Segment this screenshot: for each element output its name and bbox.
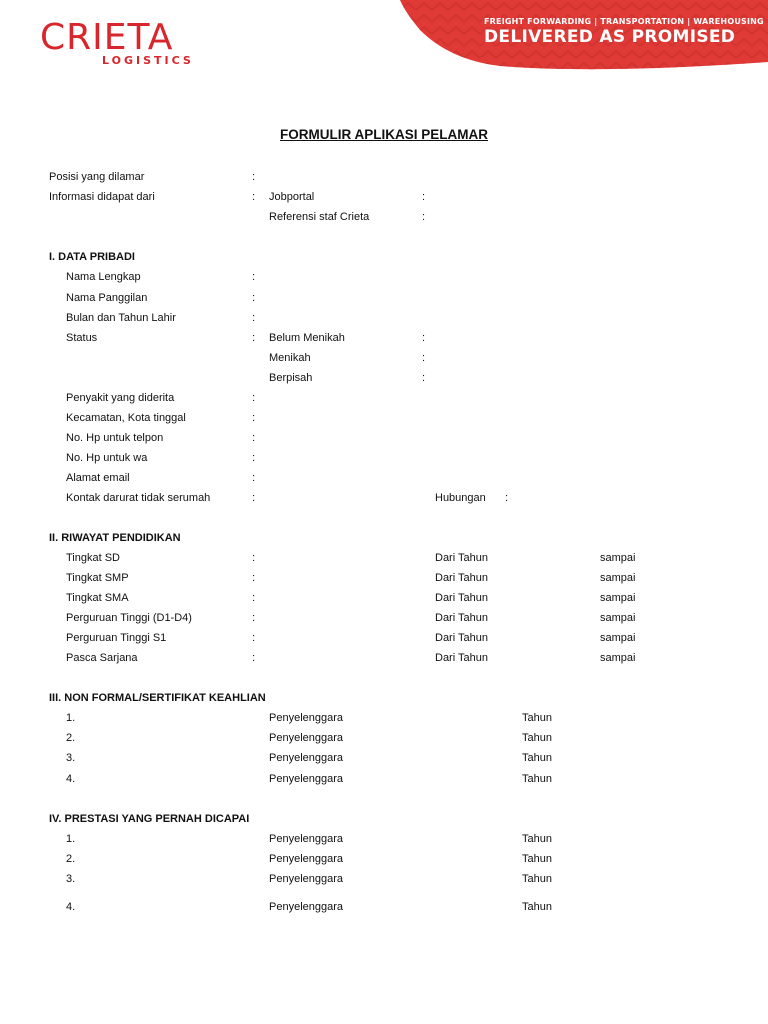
label-tahun: Tahun [522, 732, 552, 744]
label-sampai: sampai [600, 652, 636, 664]
label-hp-wa: No. Hp untuk wa [66, 452, 148, 464]
label-berpisah: Berpisah [269, 372, 313, 384]
label-pendidikan: Tingkat SMP [66, 572, 129, 584]
label-lahir: Bulan dan Tahun Lahir [66, 312, 176, 324]
label-sampai: sampai [600, 592, 636, 604]
header-slogan: DELIVERED AS PROMISED [484, 27, 736, 47]
form-title: FORMULIR APLIKASI PELAMAR [280, 127, 488, 142]
label-sampai: sampai [600, 572, 636, 584]
colon: : [252, 452, 256, 464]
colon: : [252, 652, 256, 664]
label-sampai: sampai [600, 632, 636, 644]
label-penyelenggara: Penyelenggara [269, 833, 344, 845]
label-dari-tahun: Dari Tahun [435, 572, 488, 584]
label-pendidikan: Perguruan Tinggi (D1-D4) [66, 612, 192, 624]
section-heading-sertifikat: III. NON FORMAL/SERTIFIKAT KEAHLIAN [49, 692, 266, 704]
colon: : [252, 552, 256, 564]
label-email: Alamat email [66, 472, 130, 484]
label-penyakit: Penyakit yang diderita [66, 392, 175, 404]
colon: : [252, 472, 256, 484]
label-penyelenggara: Penyelenggara [269, 773, 344, 785]
section-heading-prestasi: IV. PRESTASI YANG PERNAH DICAPAI [49, 813, 250, 825]
label-jobportal: Jobportal [269, 191, 315, 203]
colon: : [252, 332, 256, 344]
label-sampai: sampai [600, 552, 636, 564]
label-pendidikan: Tingkat SD [66, 552, 121, 564]
colon: : [252, 292, 256, 304]
section-heading-riwayat-pendidikan: II. RIWAYAT PENDIDIKAN [49, 532, 181, 544]
label-penyelenggara: Penyelenggara [269, 752, 344, 764]
label-penyelenggara: Penyelenggara [269, 853, 344, 865]
list-number: 4. [66, 901, 76, 913]
label-dari-tahun: Dari Tahun [435, 592, 488, 604]
list-number: 3. [66, 873, 76, 885]
label-belum-menikah: Belum Menikah [269, 332, 345, 344]
label-pendidikan: Pasca Sarjana [66, 652, 138, 664]
colon: : [252, 432, 256, 444]
colon: : [252, 492, 256, 504]
label-pendidikan: Tingkat SMA [66, 592, 129, 604]
colon: : [422, 191, 426, 203]
section-heading-data-pribadi: I. DATA PRIBADI [49, 251, 135, 263]
label-tahun: Tahun [522, 752, 552, 764]
label-kecamatan: Kecamatan, Kota tinggal [66, 412, 186, 424]
label-tahun: Tahun [522, 873, 552, 885]
list-number: 3. [66, 752, 76, 764]
label-tahun: Tahun [522, 853, 552, 865]
label-penyelenggara: Penyelenggara [269, 732, 344, 744]
logo-name: CRIETA [40, 17, 174, 58]
colon: : [505, 492, 509, 504]
label-tahun: Tahun [522, 712, 552, 724]
colon: : [252, 171, 256, 183]
label-informasi: Informasi didapat dari [49, 191, 155, 203]
label-nama-panggilan: Nama Panggilan [66, 292, 148, 304]
label-penyelenggara: Penyelenggara [269, 901, 344, 913]
list-number: 2. [66, 732, 76, 744]
label-penyelenggara: Penyelenggara [269, 712, 344, 724]
list-number: 4. [66, 773, 76, 785]
label-penyelenggara: Penyelenggara [269, 873, 344, 885]
label-referensi: Referensi staf Crieta [269, 211, 370, 223]
label-dari-tahun: Dari Tahun [435, 612, 488, 624]
label-kontak-darurat: Kontak darurat tidak serumah [66, 492, 211, 504]
colon: : [422, 332, 426, 344]
colon: : [252, 632, 256, 644]
label-tahun: Tahun [522, 773, 552, 785]
colon: : [252, 412, 256, 424]
label-hubungan: Hubungan [435, 492, 486, 504]
label-pendidikan: Perguruan Tinggi S1 [66, 632, 167, 644]
colon: : [252, 392, 256, 404]
label-tahun: Tahun [522, 833, 552, 845]
label-status: Status [66, 332, 98, 344]
crieta-logo [40, 17, 194, 67]
label-dari-tahun: Dari Tahun [435, 552, 488, 564]
colon: : [252, 572, 256, 584]
colon: : [252, 312, 256, 324]
label-nama-lengkap: Nama Lengkap [66, 271, 141, 283]
logo-sub: LOGISTICS [102, 54, 194, 67]
label-tahun: Tahun [522, 901, 552, 913]
label-hp-telpon: No. Hp untuk telpon [66, 432, 164, 444]
colon: : [252, 271, 256, 283]
label-posisi: Posisi yang dilamar [49, 171, 145, 183]
label-sampai: sampai [600, 612, 636, 624]
colon: : [422, 372, 426, 384]
label-dari-tahun: Dari Tahun [435, 652, 488, 664]
colon: : [422, 211, 426, 223]
header-tagline: FREIGHT FORWARDING | TRANSPORTATION | WAREHOUSING [484, 17, 764, 26]
list-number: 1. [66, 833, 76, 845]
list-number: 2. [66, 853, 76, 865]
colon: : [252, 592, 256, 604]
colon: : [252, 191, 256, 203]
colon: : [252, 612, 256, 624]
list-number: 1. [66, 712, 76, 724]
label-menikah: Menikah [269, 352, 311, 364]
label-dari-tahun: Dari Tahun [435, 632, 488, 644]
colon: : [422, 352, 426, 364]
